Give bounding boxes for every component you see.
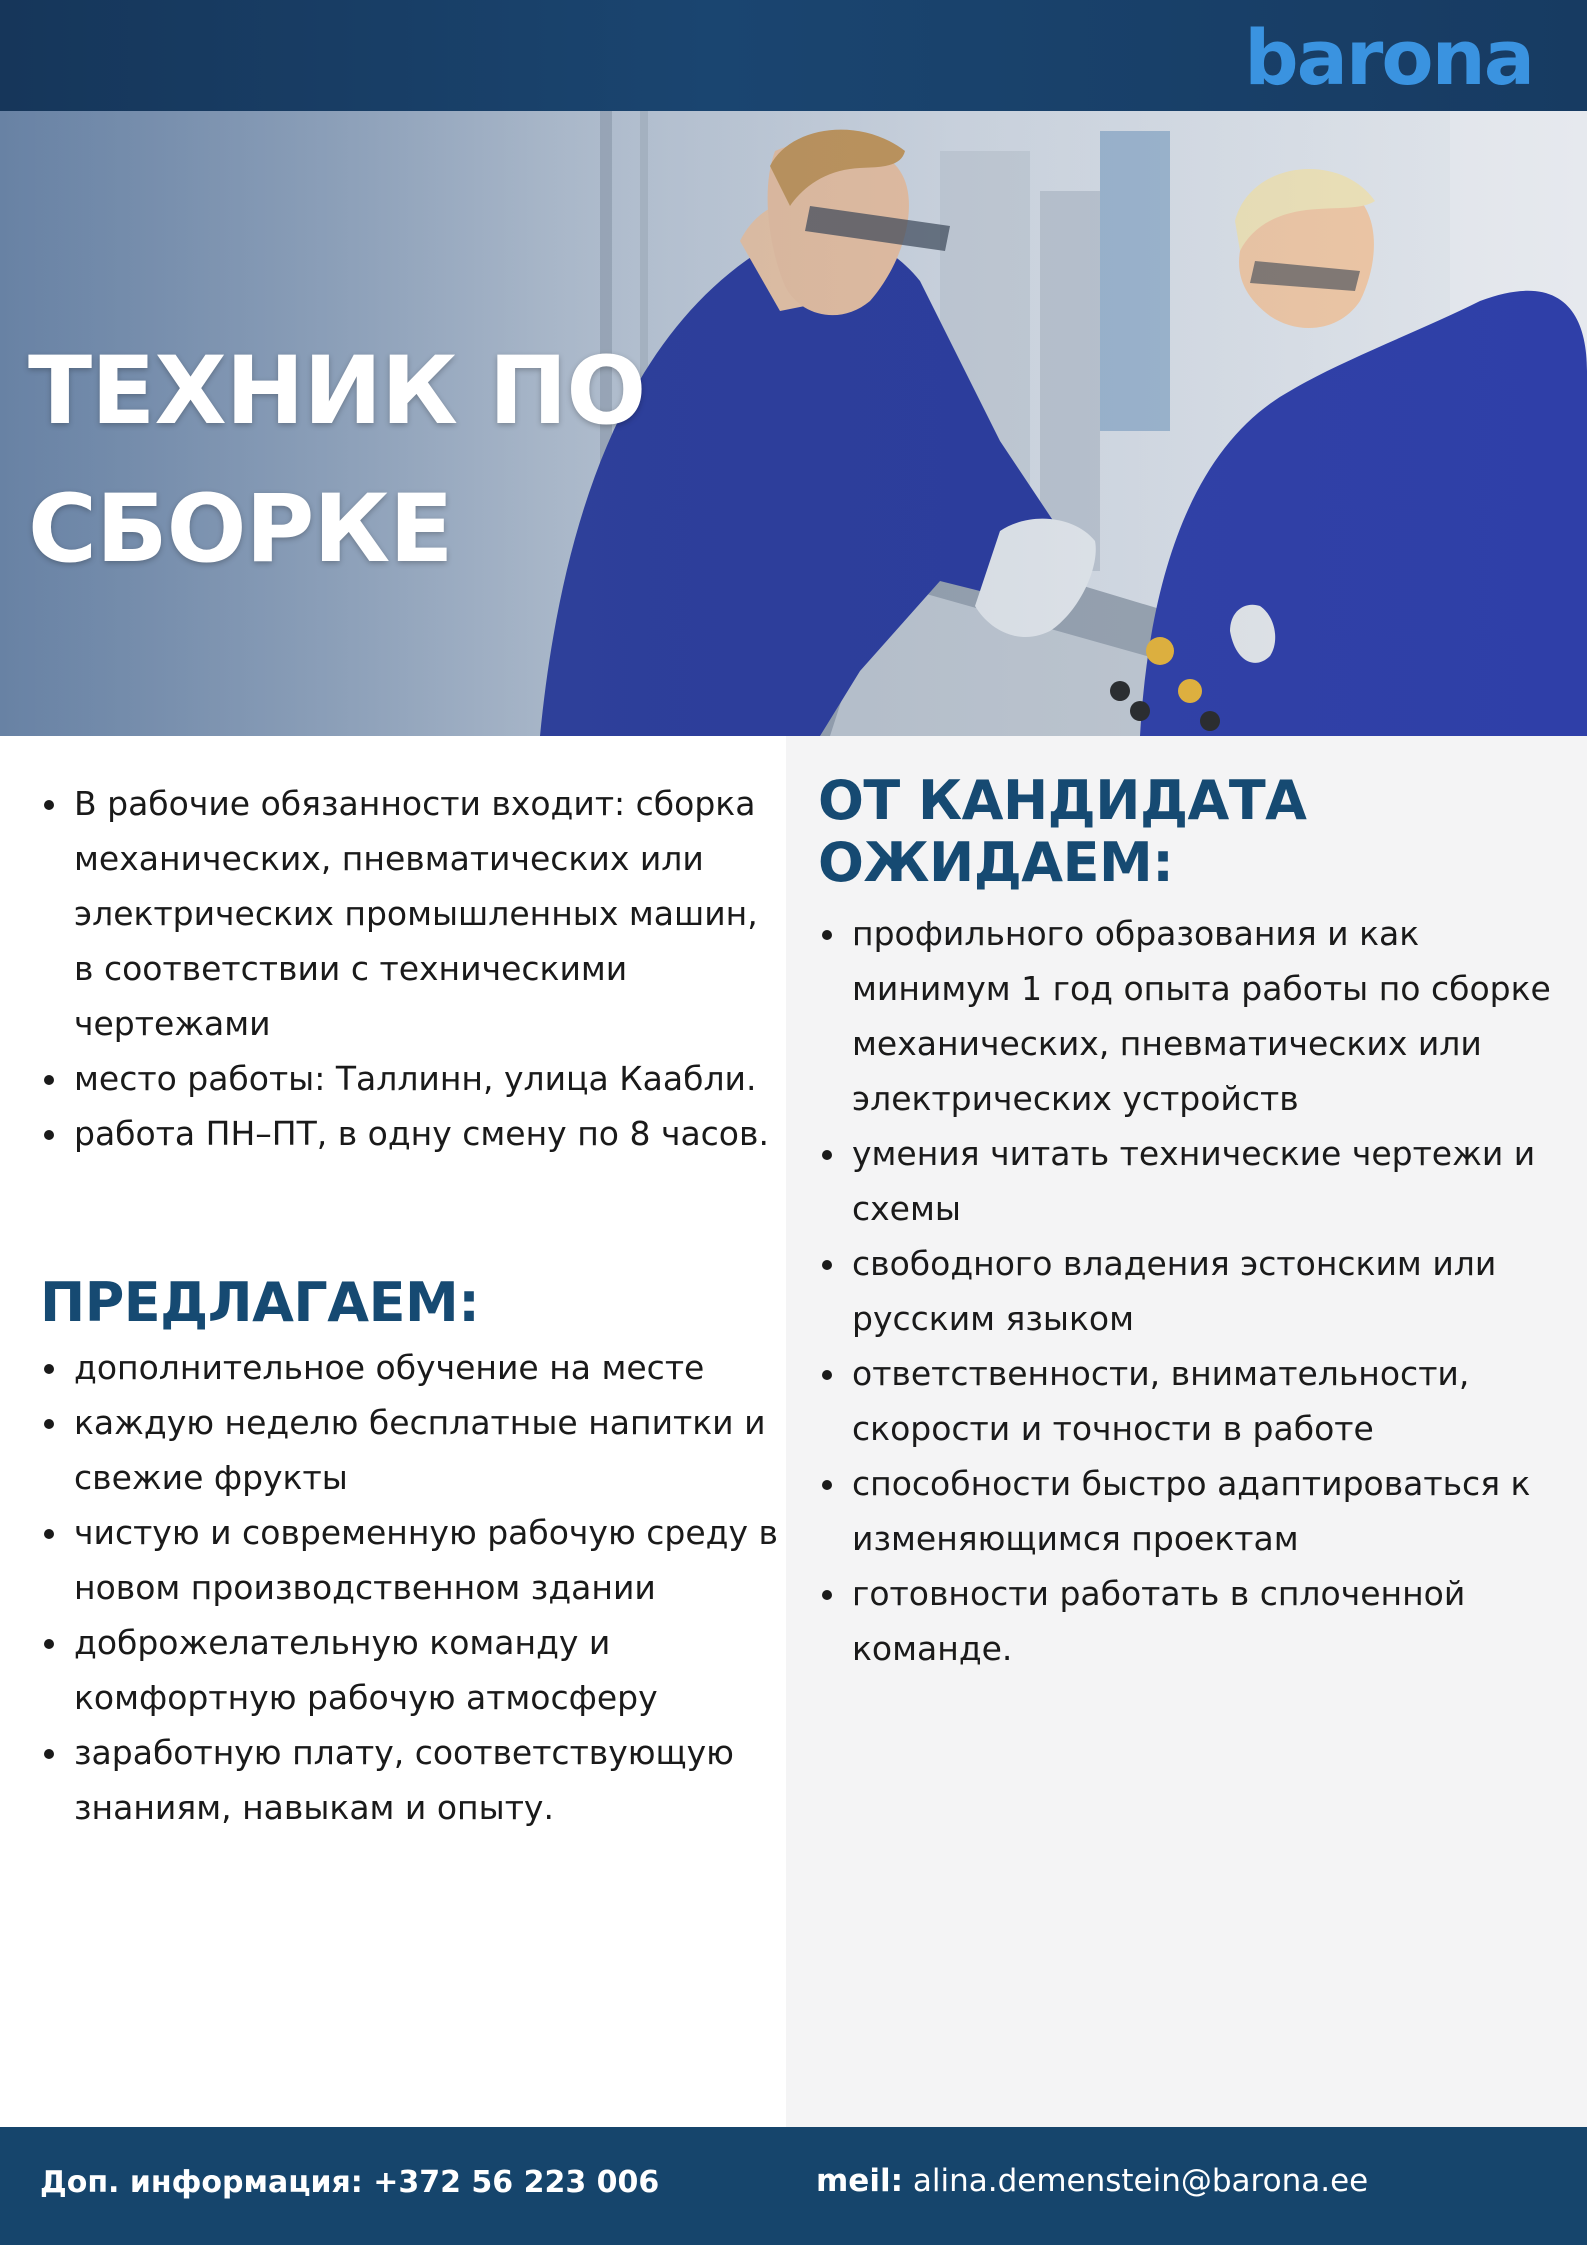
offer-list [40, 1340, 780, 1835]
list-item: доброжелательную команду и комфортную рабочую атмосферу [40, 1615, 780, 1725]
header-bar [0, 0, 1587, 111]
list-item: В рабочие обязанности входит: сборка механических, пневматических или электрических промышленных машин, в соответствии с техническими чертежами [40, 776, 780, 1051]
contact-phone[interactable]: Доп. информация: +372 56 223 006 [40, 2165, 660, 2200]
list-item: свободного владения эстонским или русским языком [818, 1236, 1558, 1346]
list-item: способности быстро адаптироваться к изменяющимся проектам [818, 1456, 1558, 1566]
list-item: ответственности, внимательности, скорости и точности в работе [818, 1346, 1558, 1456]
duties-section [40, 776, 780, 1161]
list-item: готовности работать в сплоченной команде. [818, 1566, 1558, 1676]
barona-logo[interactable]: barona [1244, 13, 1533, 102]
candidate-heading-line-1: ОТ КАНДИДАТА [818, 769, 1307, 832]
list-item: каждую неделю бесплатные напитки и свежие фрукты [40, 1395, 780, 1505]
hero-banner [0, 111, 1587, 736]
candidate-list [818, 906, 1558, 1676]
list-item: профильного образования и как минимум 1 год опыта работы по сборке механических, пневматических или электрических устройств [818, 906, 1558, 1126]
list-item: чистую и современную рабочую среду в новом производственном здании [40, 1505, 780, 1615]
list-item: место работы: Таллинн, улица Каабли. [40, 1051, 780, 1106]
candidate-heading-line-2: ОЖИДАЕМ: [818, 831, 1174, 894]
page-title [28, 323, 645, 599]
candidate-heading [818, 770, 1558, 894]
list-item: умения читать технические чертежи и схемы [818, 1126, 1558, 1236]
list-item: заработную плату, соответствующую знаниям, навыкам и опыту. [40, 1725, 780, 1835]
email-label: meil: [816, 2163, 903, 2199]
email-address[interactable]: alina.demenstein@barona.ee [912, 2163, 1369, 2199]
list-item: работа ПН–ПТ, в одну смену по 8 часов. [40, 1106, 780, 1161]
duties-list [40, 776, 780, 1161]
title-line-1: ТЕХНИК ПО [28, 337, 646, 446]
title-line-2: СБОРКЕ [28, 475, 453, 584]
candidate-section [818, 770, 1558, 1676]
list-item: дополнительное обучение на месте [40, 1340, 780, 1395]
offer-heading: ПРЕДЛАГАЕМ: [40, 1271, 480, 1334]
contact-email[interactable] [816, 2163, 1368, 2199]
offer-section [40, 1272, 780, 1835]
footer-bar [0, 2127, 1587, 2245]
